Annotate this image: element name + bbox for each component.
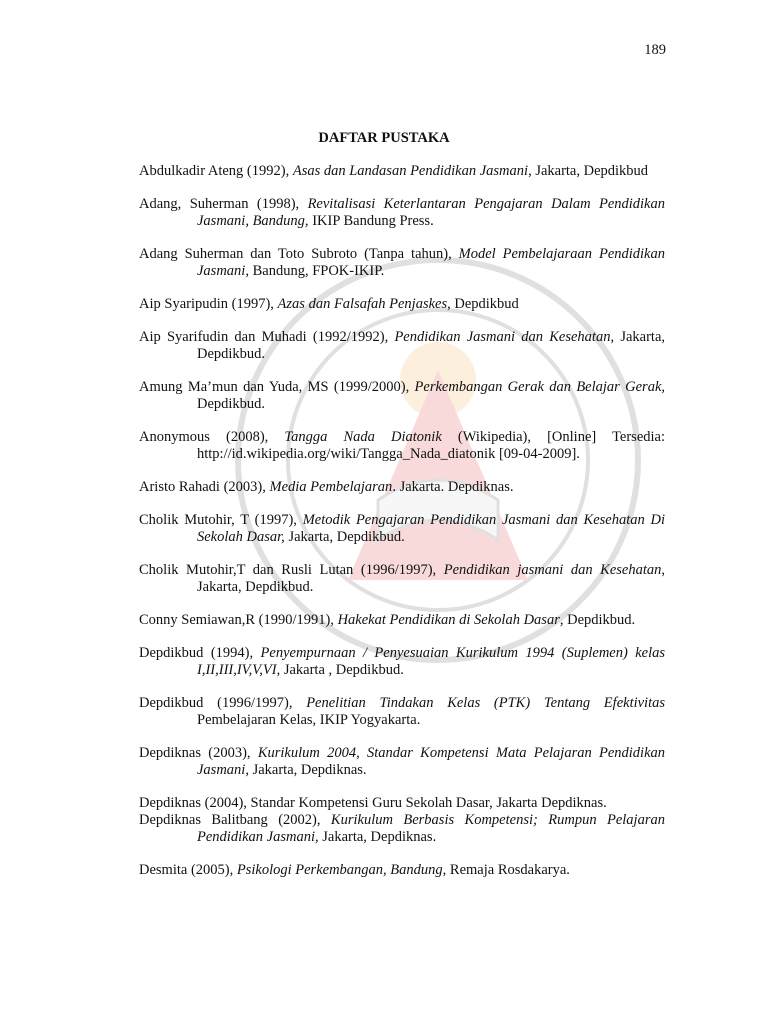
reference-title: Kurikulum 2004, Standar Kompetensi Mata Pelajaran Pendidikan Jasmani	[197, 745, 665, 778]
reference-text: Amung Ma’mun dan Yuda, MS (1999/2000),	[139, 379, 415, 395]
reference-title: Penyempurnaan / Penyesuaian Kurikulum 1994 (Suplemen) kelas I,II,III,IV,V,VI	[197, 645, 666, 678]
reference-text: Pembelajaran Kelas, IKIP Yogyakarta.	[197, 712, 421, 728]
reference-text: Depdiknas (2003),	[139, 745, 258, 761]
reference-entry	[139, 512, 665, 546]
reference-text: , Depdikbud.	[559, 612, 636, 628]
reference-text: , Jakarta , Depdikbud.	[276, 662, 404, 678]
reference-title: Media Pembelajaran	[269, 479, 393, 495]
reference-text: Adang Suherman dan Toto Subroto (Tanpa tahun),	[139, 246, 459, 262]
reference-text: (Wikipedia), [Online] Tersedia: http://id.wikipedia.org/wiki/Tangga_Nada_diatonik [09-04-2009].	[197, 429, 665, 462]
reference-title: Model Pembelajaraan Pendidikan Jasmani,	[197, 246, 665, 279]
reference-text: , Jakarta, Depdikbud	[528, 163, 649, 179]
reference-entry	[139, 862, 665, 879]
reference-title: Kurikulum Berbasis Kompetensi; Rumpun Pelajaran Pendidikan Jasmani	[197, 812, 665, 845]
reference-text: , Depdikbud	[447, 296, 519, 312]
reference-entry	[139, 795, 665, 812]
reference-text: Aip Syaripudin (1997),	[139, 296, 278, 312]
reference-entry	[139, 379, 665, 413]
reference-text: Depdikbud.	[197, 396, 266, 412]
reference-text: Cholik Mutohir, T (1997),	[139, 512, 303, 528]
reference-title: Pendidikan jasmani dan Kesehatan	[443, 562, 662, 578]
page-number: 189	[644, 42, 666, 58]
reference-text: Abdulkadir Ateng (1992),	[139, 163, 293, 179]
reference-title: Hakekat Pendidikan di Sekolah Dasar	[337, 612, 560, 628]
reference-text: Adang, Suherman (1998),	[139, 196, 308, 212]
reference-entry	[139, 246, 665, 280]
reference-entry	[139, 562, 665, 596]
reference-entry	[139, 745, 665, 779]
reference-entry	[139, 163, 665, 180]
reference-title: Metodik Pengajaran Pendidikan Jasmani dan Kesehatan Di Sekolah Dasar,	[197, 512, 665, 545]
page-title: DAFTAR PUSTAKA	[318, 130, 450, 146]
reference-text: Jakarta, Depdikbud.	[284, 529, 405, 545]
reference-title: Azas dan Falsafah Penjaskes	[277, 296, 448, 312]
reference-entry	[139, 196, 665, 230]
reference-list	[139, 163, 665, 895]
reference-text: Depdiknas Balitbang (2002),	[139, 812, 331, 828]
reference-text: Anonymous (2008),	[139, 429, 285, 445]
reference-text: Depdiknas (2004), Standar Kompetensi Guru Sekolah Dasar, Jakarta Depdiknas.	[139, 795, 607, 811]
reference-title: Penelitian Tindakan Kelas (PTK) Tentang Efektivitas	[306, 695, 666, 711]
reference-text: Depdikbud (1994),	[139, 645, 261, 661]
reference-entry	[139, 296, 665, 313]
reference-entry	[139, 479, 665, 496]
reference-entry	[139, 812, 665, 846]
reference-text: , Jakarta, Depdikbud.	[197, 562, 665, 595]
reference-text: Bandung, FPOK-IKIP.	[248, 263, 385, 279]
reference-text: , Remaja Rosdakarya.	[442, 862, 570, 878]
reference-entry	[139, 645, 665, 679]
reference-text: . Jakarta. Depdiknas.	[392, 479, 514, 495]
reference-title: Psikologi Perkembangan, Bandung	[236, 862, 443, 878]
reference-text: , Jakarta, Depdikbud.	[197, 329, 666, 362]
reference-text: Aristo Rahadi (2003),	[139, 479, 270, 495]
reference-text: Cholik Mutohir,T dan Rusli Lutan (1996/1997),	[139, 562, 444, 578]
reference-text: Desmita (2005),	[139, 862, 237, 878]
reference-text: Conny Semiawan,R (1990/1991),	[139, 612, 338, 628]
reference-text: IKIP Bandung Press.	[308, 213, 434, 229]
reference-entry	[139, 612, 665, 629]
reference-title: Pendidikan Jasmani dan Kesehatan	[394, 329, 611, 345]
reference-entry	[139, 695, 665, 729]
reference-entry	[139, 329, 665, 363]
reference-text: Aip Syarifudin dan Muhadi (1992/1992),	[139, 329, 395, 345]
reference-text: Depdikbud (1996/1997),	[139, 695, 307, 711]
reference-text: , Jakarta, Depdiknas.	[315, 829, 437, 845]
reference-text: , Jakarta, Depdiknas.	[245, 762, 367, 778]
reference-title: Tangga Nada Diatonik	[284, 429, 442, 445]
reference-entry	[139, 429, 665, 463]
reference-title: Perkembangan Gerak dan Belajar Gerak,	[414, 379, 666, 395]
reference-title: Revitalisasi Keterlantaran Pengajaran Dalam Pendidikan Jasmani, Bandung,	[197, 196, 665, 229]
reference-title: Asas dan Landasan Pendidikan Jasmani	[292, 163, 529, 179]
